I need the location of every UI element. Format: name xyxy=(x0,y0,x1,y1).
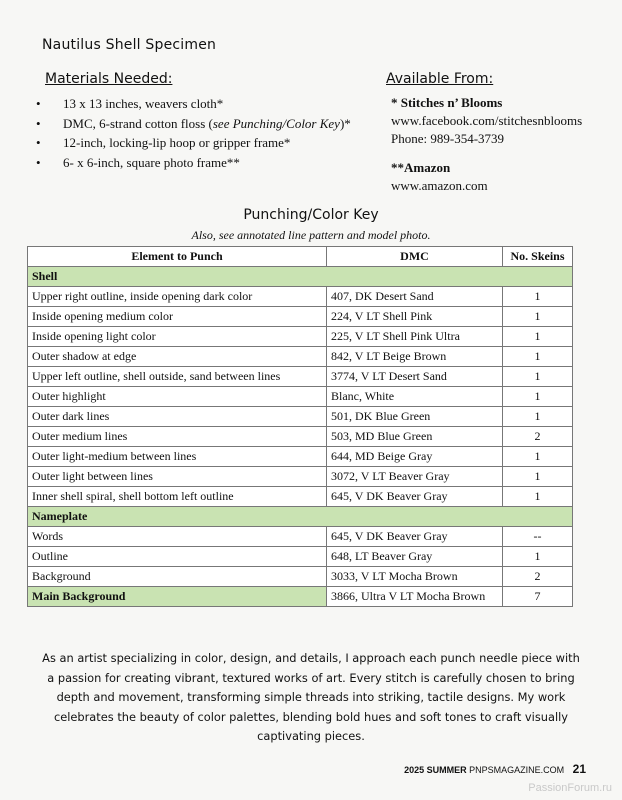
table-header-row xyxy=(28,247,573,267)
element-cell: Outline xyxy=(28,547,327,567)
color-key-subtitle: Also, see annotated line pattern and model photo. xyxy=(191,228,431,242)
section-row xyxy=(28,507,573,527)
table-row xyxy=(28,527,573,547)
skeins-cell: 7 xyxy=(503,587,573,607)
list-item: • 13 x 13 inches, weavers cloth* xyxy=(36,94,351,114)
dmc-cell: 225, V LT Shell Pink Ultra xyxy=(327,327,503,347)
dmc-cell: 842, V LT Beige Brown xyxy=(327,347,503,367)
skeins-cell: 1 xyxy=(503,387,573,407)
skeins-cell: 1 xyxy=(503,307,573,327)
site-label: PNPSMAGAZINE.COM xyxy=(469,765,565,775)
table-row xyxy=(28,587,573,607)
skeins-cell: 1 xyxy=(503,447,573,467)
section-row xyxy=(28,267,573,287)
element-cell: Upper left outline, shell outside, sand between lines xyxy=(28,367,327,387)
section-label: Nameplate xyxy=(28,507,573,527)
color-key-title: Punching/Color Key xyxy=(243,207,379,223)
artist-statement: As an artist specializing in color, design, and details, I approach each punch needle piece with a passion for creating vibrant, textured works of art. Every stitch is carefully chosen to bring depth and movement, transforming simple threads into striking, tactile designs. My work celebrates the beauty of color palettes, blending bold hues and soft tones to craft visually captivating pieces. xyxy=(42,651,580,743)
issue-label: 2025 SUMMER xyxy=(404,765,467,775)
store-url[interactable]: www.amazon.com xyxy=(391,178,488,193)
table-row xyxy=(28,407,573,427)
table-row xyxy=(28,467,573,487)
dmc-cell: 407, DK Desert Sand xyxy=(327,287,503,307)
page-title: Nautilus Shell Specimen xyxy=(42,37,217,53)
dmc-cell: 501, DK Blue Green xyxy=(327,407,503,427)
table-row xyxy=(28,447,573,467)
table-row xyxy=(28,367,573,387)
dmc-cell: 3072, V LT Beaver Gray xyxy=(327,467,503,487)
table-row xyxy=(28,487,573,507)
dmc-cell: 644, MD Beige Gray xyxy=(327,447,503,467)
dmc-cell: 503, MD Blue Green xyxy=(327,427,503,447)
skeins-cell: -- xyxy=(503,527,573,547)
element-cell: Main Background xyxy=(28,587,327,607)
dmc-cell: 224, V LT Shell Pink xyxy=(327,307,503,327)
dmc-cell: 3866, Ultra V LT Mocha Brown xyxy=(327,587,503,607)
column-header: No. Skeins xyxy=(503,247,573,267)
store-url[interactable]: www.facebook.com/stitchesnblooms xyxy=(391,113,583,128)
element-cell: Background xyxy=(28,567,327,587)
skeins-cell: 1 xyxy=(503,287,573,307)
dmc-cell: 3033, V LT Mocha Brown xyxy=(327,567,503,587)
page-number: 21 xyxy=(572,762,586,776)
dmc-cell: 648, LT Beaver Gray xyxy=(327,547,503,567)
element-cell: Outer medium lines xyxy=(28,427,327,447)
table-row xyxy=(28,307,573,327)
table-row xyxy=(28,287,573,307)
table-row xyxy=(28,567,573,587)
column-header: Element to Punch xyxy=(28,247,327,267)
dmc-cell: 645, V DK Beaver Gray xyxy=(327,527,503,547)
table-row xyxy=(28,427,573,447)
element-cell: Inner shell spiral, shell bottom left outline xyxy=(28,487,327,507)
dmc-cell: 645, V DK Beaver Gray xyxy=(327,487,503,507)
skeins-cell: 2 xyxy=(503,567,573,587)
list-item: • 12-inch, locking-lip hoop or gripper frame* xyxy=(36,133,351,153)
skeins-cell: 1 xyxy=(503,487,573,507)
skeins-cell: 1 xyxy=(503,327,573,347)
list-item: • DMC, 6-strand cotton floss (see Punching/Color Key)* xyxy=(36,114,351,134)
element-cell: Outer light-medium between lines xyxy=(28,447,327,467)
skeins-cell: 2 xyxy=(503,427,573,447)
section-label: Shell xyxy=(28,267,573,287)
list-item: • 6- x 6-inch, square photo frame** xyxy=(36,153,351,173)
element-cell: Words xyxy=(28,527,327,547)
watermark: PassionForum.ru xyxy=(528,782,612,794)
skeins-cell: 1 xyxy=(503,347,573,367)
store-name: **Amazon xyxy=(391,160,451,175)
table-row xyxy=(28,347,573,367)
table-row xyxy=(28,327,573,347)
skeins-cell: 1 xyxy=(503,367,573,387)
available-heading: Available From: xyxy=(386,71,494,87)
materials-list xyxy=(36,94,351,172)
skeins-cell: 1 xyxy=(503,467,573,487)
store-name: * Stitches n’ Blooms xyxy=(391,95,503,110)
color-key-table xyxy=(27,246,573,607)
element-cell: Outer light between lines xyxy=(28,467,327,487)
store-phone: Phone: 989-354-3739 xyxy=(391,131,505,146)
table-row xyxy=(28,547,573,567)
materials-heading: Materials Needed: xyxy=(45,71,173,87)
element-cell: Upper right outline, inside opening dark color xyxy=(28,287,327,307)
element-cell: Inside opening light color xyxy=(28,327,327,347)
column-header: DMC xyxy=(327,247,503,267)
skeins-cell: 1 xyxy=(503,407,573,427)
element-cell: Outer shadow at edge xyxy=(28,347,327,367)
element-cell: Outer highlight xyxy=(28,387,327,407)
dmc-cell: Blanc, White xyxy=(327,387,503,407)
table-row xyxy=(28,387,573,407)
page-footer xyxy=(404,762,586,776)
element-cell: Inside opening medium color xyxy=(28,307,327,327)
store-list xyxy=(391,94,582,195)
element-cell: Outer dark lines xyxy=(28,407,327,427)
skeins-cell: 1 xyxy=(503,547,573,567)
dmc-cell: 3774, V LT Desert Sand xyxy=(327,367,503,387)
